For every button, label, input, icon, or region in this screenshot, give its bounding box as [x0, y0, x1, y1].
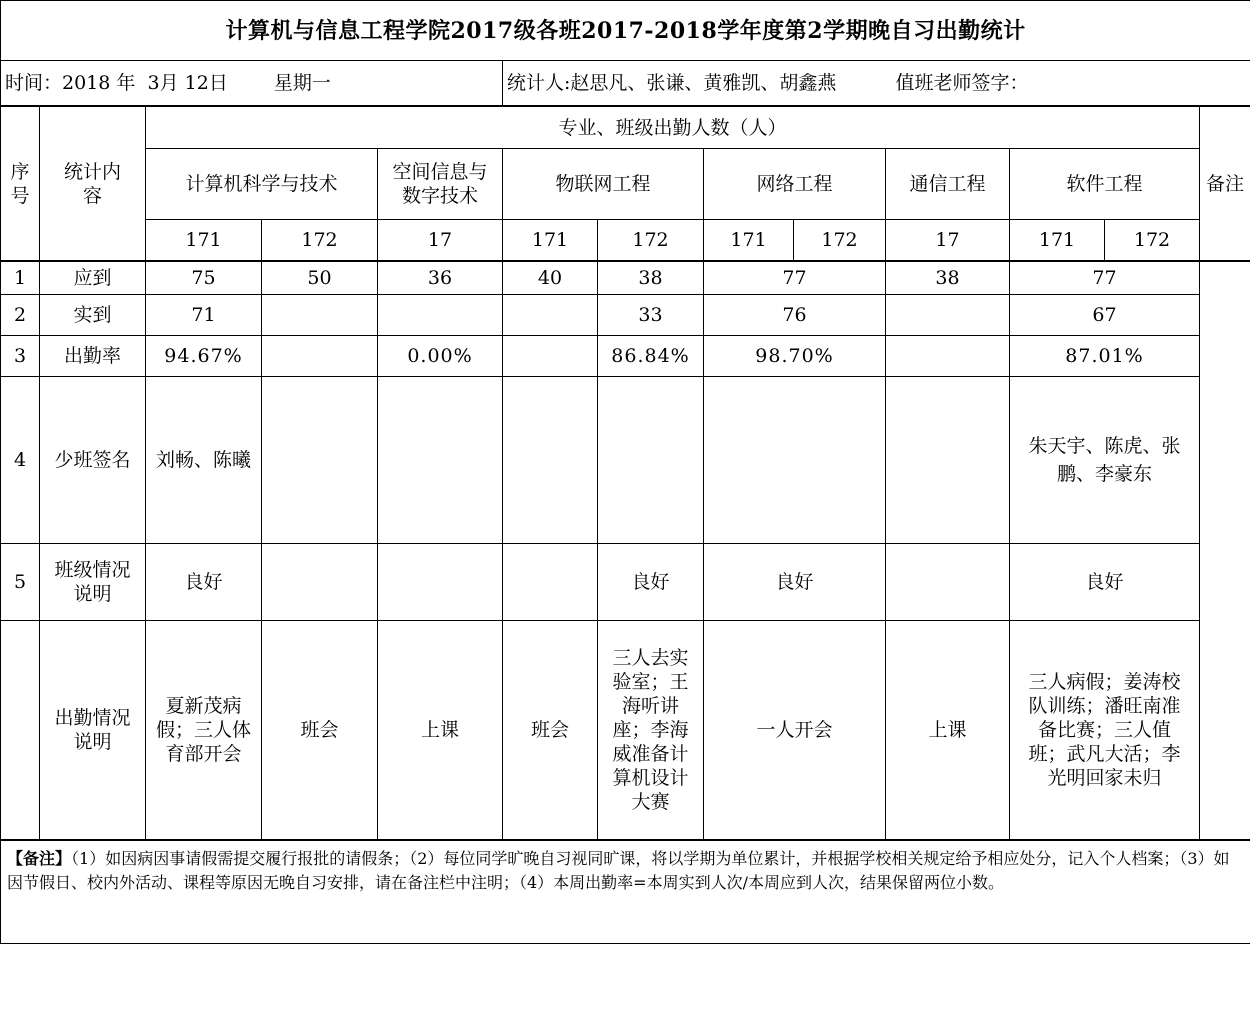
cell-value — [262, 544, 378, 621]
cell-value: 33 — [598, 295, 704, 336]
table-row — [1, 544, 1250, 621]
date-info — [1, 61, 503, 107]
cell-value: 98.70% — [704, 336, 886, 377]
cell-value: 71 — [146, 295, 262, 336]
row-seq: 4 — [1, 377, 40, 544]
cell-value — [598, 377, 704, 544]
table-row — [1, 261, 1250, 295]
major-spatial: 空间信息与数字技术 — [378, 149, 503, 220]
row-label: 出勤情况说明 — [40, 621, 146, 841]
cell-value: 良好 — [146, 544, 262, 621]
cell-value: 75 — [146, 261, 262, 295]
row-seq — [1, 621, 40, 841]
year: 2018 — [62, 72, 111, 94]
cell-value: 班会 — [262, 621, 378, 841]
class-header: 171 — [503, 220, 598, 262]
row-label: 应到 — [40, 261, 146, 295]
cell-value: 77 — [1010, 261, 1200, 295]
major-cs: 计算机科学与技术 — [146, 149, 378, 220]
remark-box — [1, 840, 1250, 944]
class-header: 171 — [704, 220, 794, 262]
class-header: 172 — [262, 220, 378, 262]
cell-value: 38 — [598, 261, 704, 295]
note-header: 备注 — [1200, 106, 1250, 261]
cell-value: 38 — [886, 261, 1010, 295]
class-header: 172 — [598, 220, 704, 262]
remark-text: （1）如因病因事请假需提交履行报批的请假条；（2）每位同学旷晚自习视同旷课，将以学期为单位累计，并根据学校相关规定给予相应处分，记入个人档案；（3）如因节假日、校内外活动、课程等原因无晚自习安排，请在备注栏中注明；（4）本周出勤率=本周实到人次/本周应到人次，结果保留两位小数。 — [7, 849, 1230, 892]
cell-value: 36 — [378, 261, 503, 295]
sheet-title: 计算机与信息工程学院2017级各班2017-2018学年度第2学期晚自习出勤统计 — [1, 1, 1250, 61]
cell-value: 良好 — [1010, 544, 1200, 621]
teacher-sign-label: 值班老师签字： — [895, 72, 1029, 94]
table-row — [1, 377, 1250, 544]
cell-value: 夏新茂病假；三人体育部开会 — [146, 621, 262, 841]
cell-value: 良好 — [598, 544, 704, 621]
cell-value — [378, 295, 503, 336]
teacher-sign-field[interactable] — [886, 61, 1250, 107]
class-header: 171 — [1010, 220, 1105, 262]
month: 3月 — [147, 72, 179, 94]
cell-value: 50 — [262, 261, 378, 295]
major-communication: 通信工程 — [886, 149, 1010, 220]
statistician-info — [503, 61, 886, 107]
cell-value — [262, 295, 378, 336]
cell-value — [503, 336, 598, 377]
statistician-names: 赵思凡、张谦、黄雅凯、胡鑫燕 — [570, 72, 837, 94]
row-label: 实到 — [40, 295, 146, 336]
row-label: 出勤率 — [40, 336, 146, 377]
cell-value — [262, 377, 378, 544]
cell-value — [503, 544, 598, 621]
cell-value — [503, 377, 598, 544]
day: 12日 — [184, 72, 228, 94]
class-header: 17 — [886, 220, 1010, 262]
cell-value: 刘畅、陈曦 — [146, 377, 262, 544]
cell-value: 上课 — [378, 621, 503, 841]
content-header: 统计内容 — [40, 106, 146, 261]
cell-value: 朱天宇、陈虎、张鹏、李豪东 — [1010, 377, 1200, 544]
cell-value — [704, 377, 886, 544]
major-network: 网络工程 — [704, 149, 886, 220]
cell-value: 77 — [704, 261, 886, 295]
table-row — [1, 295, 1250, 336]
row-label: 少班签名 — [40, 377, 146, 544]
row-label: 班级情况说明 — [40, 544, 146, 621]
cell-value: 上课 — [886, 621, 1010, 841]
class-header: 172 — [794, 220, 886, 262]
class-header: 171 — [146, 220, 262, 262]
row-seq: 5 — [1, 544, 40, 621]
row-seq: 1 — [1, 261, 40, 295]
class-header: 172 — [1105, 220, 1200, 262]
seq-header: 序号 — [1, 106, 40, 261]
year-unit: 年 — [116, 72, 136, 94]
remark-tag: 【备注】 — [7, 849, 72, 868]
cell-value — [262, 336, 378, 377]
time-label: 时间： — [5, 72, 63, 94]
statistician-label: 统计人: — [507, 72, 571, 94]
cell-value — [886, 295, 1010, 336]
cell-value — [378, 377, 503, 544]
cell-value — [886, 377, 1010, 544]
cell-value: 86.84% — [598, 336, 704, 377]
table-row — [1, 336, 1250, 377]
note-cell — [1200, 261, 1250, 840]
cell-value: 40 — [503, 261, 598, 295]
weekday: 星期一 — [273, 72, 331, 94]
cell-value: 67 — [1010, 295, 1200, 336]
cell-value: 94.67% — [146, 336, 262, 377]
row-seq: 2 — [1, 295, 40, 336]
row-seq: 3 — [1, 336, 40, 377]
table-row — [1, 621, 1250, 841]
major-software: 软件工程 — [1010, 149, 1200, 220]
cell-value — [378, 544, 503, 621]
group-header: 专业、班级出勤人数（人） — [146, 106, 1200, 149]
cell-value: 三人病假；姜涛校队训练；潘旺南准备比赛；三人值班；武凡大活；李光明回家未归 — [1010, 621, 1200, 841]
cell-value: 班会 — [503, 621, 598, 841]
cell-value: 一人开会 — [704, 621, 886, 841]
cell-value — [503, 295, 598, 336]
cell-value — [886, 336, 1010, 377]
cell-value: 87.01% — [1010, 336, 1200, 377]
cell-value: 0.00% — [378, 336, 503, 377]
cell-value: 良好 — [704, 544, 886, 621]
major-iot: 物联网工程 — [503, 149, 704, 220]
cell-value: 76 — [704, 295, 886, 336]
class-header: 17 — [378, 220, 503, 262]
cell-value: 三人去实验室；王海听讲座；李海威准备计算机设计大赛 — [598, 621, 704, 841]
cell-value — [886, 544, 1010, 621]
